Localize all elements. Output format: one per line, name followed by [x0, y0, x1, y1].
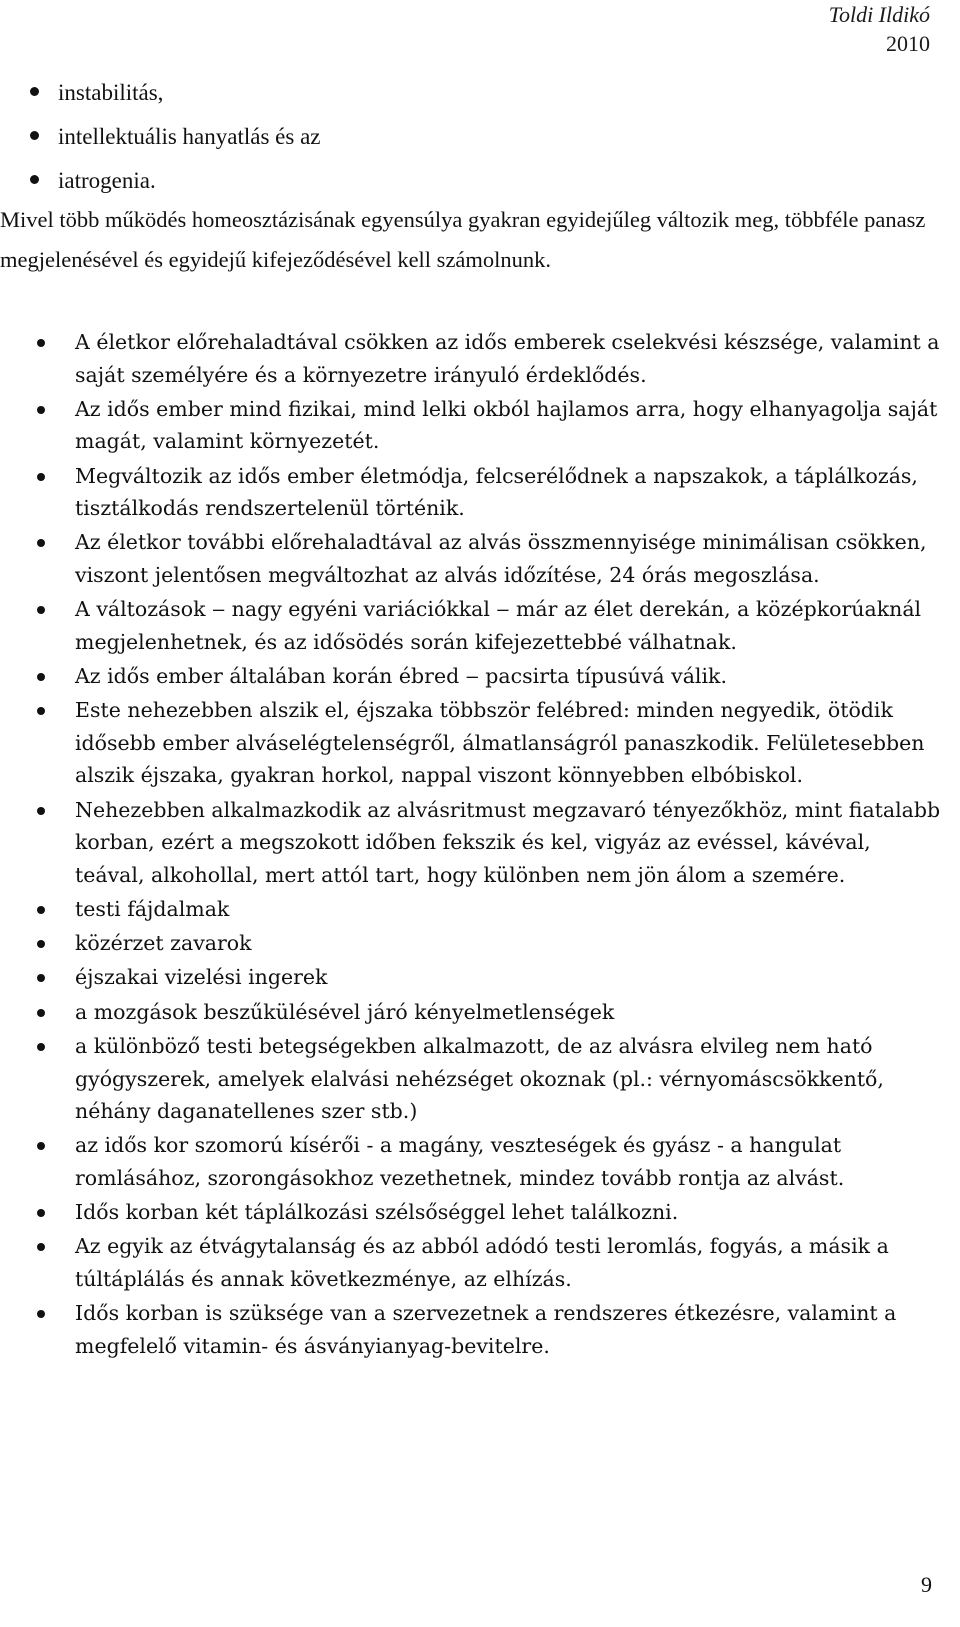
bullet-icon: [37, 473, 45, 481]
list-item: az idős kor szomorú kísérői - a magány, veszteségek és gyász - a hangulat romlásához, szorongásokhoz vezethetnek, mindez tovább rontja az alvást.: [0, 1129, 945, 1194]
list-item: Megváltozik az idős ember életmódja, felcserélődnek a napszakok, a táplálkozás, tisztálkodás rendszertelenül történik.: [0, 460, 945, 525]
bullet-icon: [37, 707, 45, 715]
list-item: iatrogenia.: [0, 159, 321, 203]
list-item: a különböző testi betegségekben alkalmazott, de az alvásra elvileg nem ható gyógyszerek, amelyek elalvási nehézséget okoznak (pl.: vérnyomáscsökkentő, néhány daganatellenes szer stb.): [0, 1030, 945, 1128]
bullet-icon: [37, 1009, 45, 1017]
bullet-icon: [37, 1043, 45, 1051]
list-item: közérzet zavarok: [0, 927, 945, 960]
bullet-icon: [37, 539, 45, 547]
bullet-icon: [37, 406, 45, 414]
bullet-icon: [37, 1209, 45, 1217]
bullet-icon: [37, 1310, 45, 1318]
list-item: Idős korban két táplálkozási szélsőséggel lehet találkozni.: [0, 1196, 945, 1229]
list-item: A változások ‒ nagy egyéni variációkkal ‒ már az élet derekán, a középkorúaknál megjelenhetnek, és az idősödés során kifejezettebbé válhatnak.: [0, 593, 945, 658]
page-number: 9: [921, 1572, 932, 1597]
list-item: Az idős ember mind fizikai, mind lelki okból hajlamos arra, hogy elhanyagolja saját magát, valamint környezetét.: [0, 393, 945, 458]
bullet-icon: [37, 1243, 45, 1251]
bullet-icon: [37, 606, 45, 614]
bullet-icon: [37, 673, 45, 681]
bullet-icon: [37, 1142, 45, 1150]
bullet-icon: [37, 940, 45, 948]
list-item: a mozgások beszűkülésével járó kényelmetlenségek: [0, 996, 945, 1029]
bullet-icon: [37, 906, 45, 914]
header-author: Toldi Ildikó: [828, 2, 930, 27]
bullet-icon: [30, 131, 39, 140]
list-item: A életkor előrehaladtával csökken az idős emberek cselekvési készsége, valamint a saját személyére és a környezetre irányuló érdeklődés.: [0, 326, 945, 391]
list-item: instabilitás,: [0, 71, 321, 115]
list-item: Az életkor további előrehaladtával az alvás összmennyisége minimálisan csökken, viszont jelentősen megváltozhat az alvás időzítése, 24 órás megoszlása.: [0, 526, 945, 591]
main-bullet-list: [0, 326, 945, 1364]
list-item: intellektuális hanyatlás és az: [0, 115, 321, 159]
list-item: éjszakai vizelési ingerek: [0, 961, 945, 994]
top-bullet-list: [0, 71, 321, 203]
list-item: Az egyik az étvágytalanság és az abból adódó testi leromlás, fogyás, a másik a túltáplálás és annak következménye, az elhízás.: [0, 1230, 945, 1295]
bullet-icon: [30, 87, 39, 96]
list-item: Este nehezebben alszik el, éjszaka többször felébred: minden negyedik, ötödik idősebb ember alváselégtelenségről, álmatlanságról panaszkodik. Felületesebben alszik éjszaka, gyakran horkol, nappal viszont könnyebben elbóbiskol.: [0, 694, 945, 792]
bullet-icon: [37, 339, 45, 347]
list-item: testi fájdalmak: [0, 893, 945, 926]
bullet-icon: [30, 175, 39, 184]
list-item: Idős korban is szüksége van a szervezetnek a rendszeres étkezésre, valamint a megfelelő vitamin- és ásványianyag-bevitelre.: [0, 1297, 945, 1362]
bullet-icon: [37, 807, 45, 815]
body-paragraph: Mivel több működés homeosztázisának egyensúlya gyakran egyidejűleg változik meg, többféle panasz megjelenésével és egyidejű kifejeződésével kell számolnunk.: [0, 207, 926, 272]
page-header: [829, 0, 930, 58]
bullet-icon: [37, 974, 45, 982]
list-item: Az idős ember általában korán ébred ‒ pacsirta típusúvá válik.: [0, 660, 945, 693]
header-year: 2010: [886, 31, 930, 56]
list-item: Nehezebben alkalmazkodik az alvásritmust megzavaró tényezőkhöz, mint fiatalabb korban, ezért a megszokott időben fekszik és kel, vigyáz az evéssel, kávéval, teával, alkohollal, mert attól tart, hogy különben nem jön álom a szemére.: [0, 794, 945, 892]
